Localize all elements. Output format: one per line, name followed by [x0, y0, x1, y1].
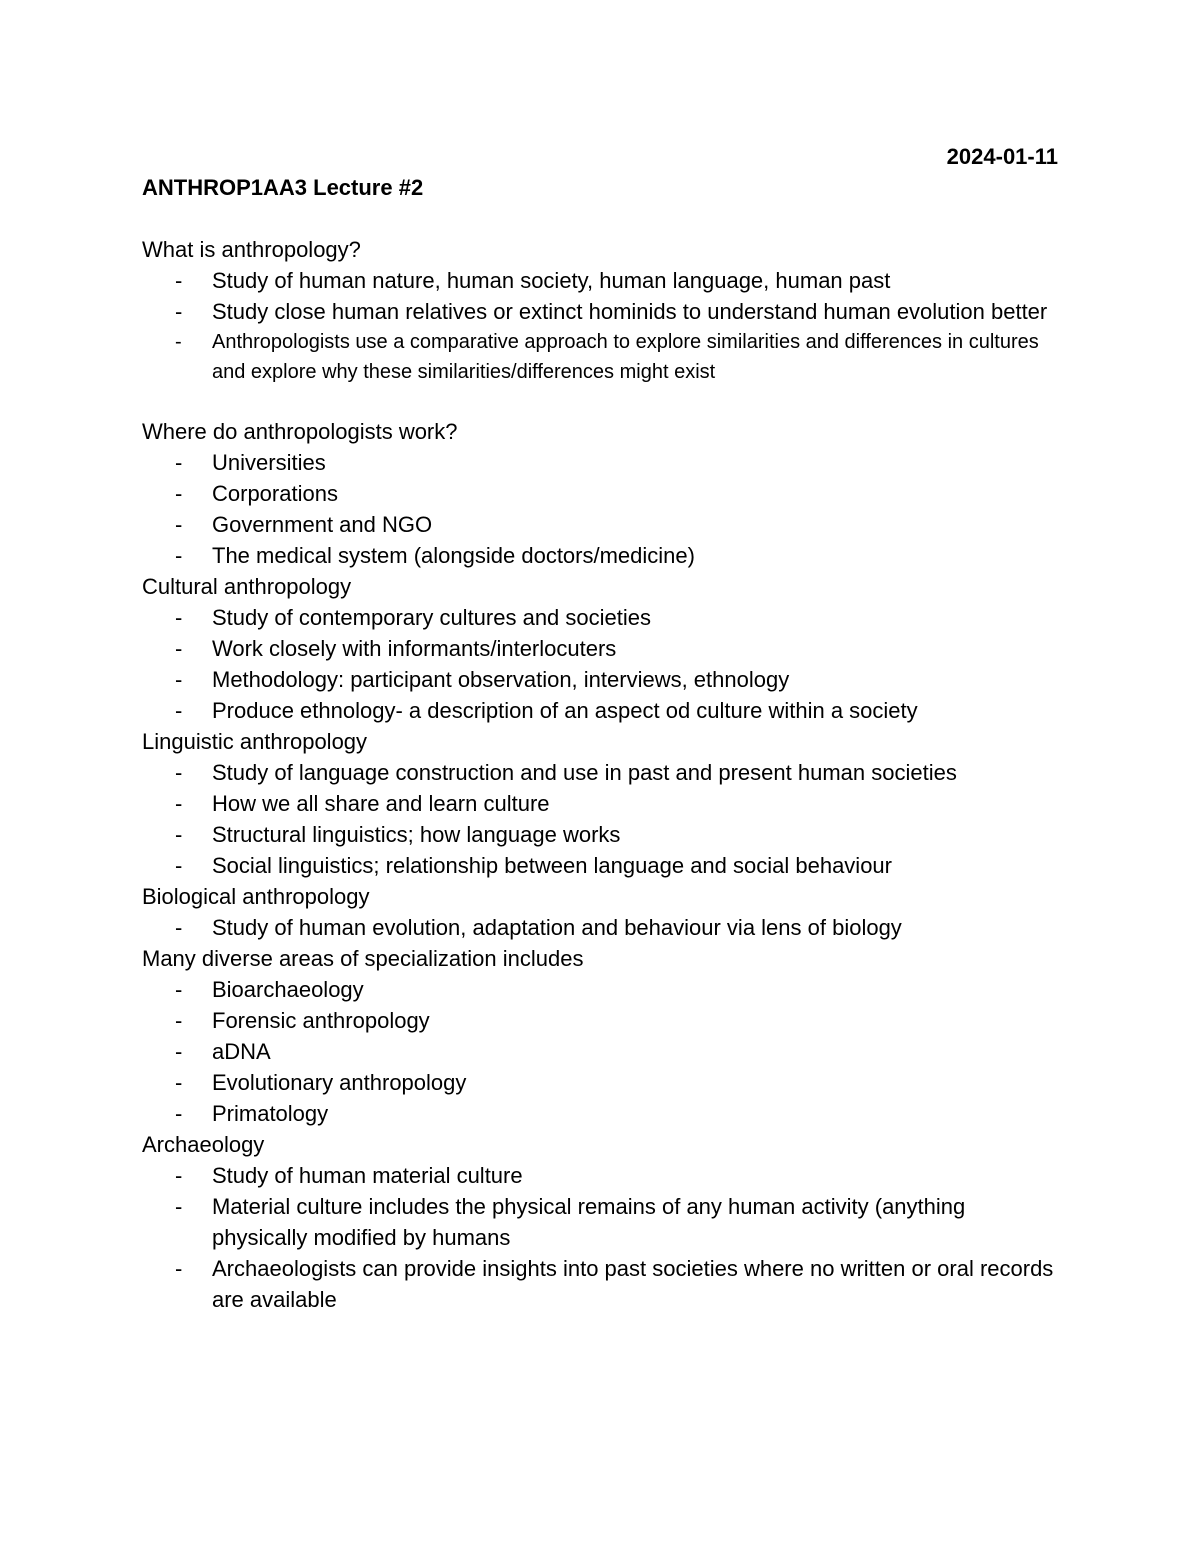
dash-bullet: - — [175, 915, 183, 940]
document-date: 2024-01-11 — [946, 144, 1058, 169]
section-heading: Archaeology — [142, 1132, 265, 1157]
list-item — [142, 1098, 1062, 1129]
dash-bullet: - — [175, 822, 183, 847]
list-item-text: Archaeologists can provide insights into past societies where no written or oral records are available — [212, 1256, 1054, 1312]
section-what-is-anthropology — [142, 234, 1062, 387]
list-item-text: Anthropologists use a comparative approach to explore similarities and differences in cultures and explore why these similarities/differences might exist — [212, 331, 1039, 383]
document-title: ANTHROP1AA3 Lecture #2 — [142, 175, 424, 200]
list-item — [142, 265, 1062, 296]
list-item-text: The medical system (alongside doctors/medicine) — [212, 543, 695, 568]
list-item — [142, 788, 1062, 819]
list-item — [142, 478, 1062, 509]
list-item — [142, 509, 1062, 540]
dash-bullet: - — [175, 1039, 183, 1064]
section-heading: Linguistic anthropology — [142, 729, 368, 754]
list-item — [142, 974, 1062, 1005]
list-item-text: Study close human relatives or extinct hominids to understand human evolution better — [212, 299, 1048, 324]
bullet-list — [142, 912, 1062, 943]
list-item-text: Methodology: participant observation, interviews, ethnology — [212, 667, 790, 692]
dash-bullet: - — [175, 760, 183, 785]
list-item-text: Corporations — [212, 481, 338, 506]
dash-bullet: - — [175, 1256, 183, 1281]
dash-bullet: - — [175, 1008, 183, 1033]
list-item-text: Government and NGO — [212, 512, 433, 537]
dash-bullet: - — [175, 268, 183, 293]
list-item — [142, 633, 1062, 664]
list-item-text: How we all share and learn culture — [212, 791, 550, 816]
dash-bullet: - — [175, 1070, 183, 1095]
dash-bullet: - — [175, 450, 183, 475]
list-item-text: aDNA — [212, 1039, 271, 1064]
list-item — [142, 1005, 1062, 1036]
list-item-text: Primatology — [212, 1101, 329, 1126]
list-item-text: Study of human material culture — [212, 1163, 523, 1188]
list-item — [142, 296, 1062, 327]
dash-bullet: - — [175, 299, 183, 324]
section-where-anthropologists-work — [142, 416, 1062, 571]
section-linguistic-anthropology — [142, 726, 1062, 881]
section-heading: What is anthropology? — [142, 237, 361, 262]
list-item — [142, 540, 1062, 571]
dash-bullet: - — [175, 481, 183, 506]
section-heading: Biological anthropology — [142, 884, 370, 909]
list-item-text: Universities — [212, 450, 326, 475]
section-biological-anthropology — [142, 881, 1062, 943]
list-item — [142, 327, 1062, 387]
section-heading: Cultural anthropology — [142, 574, 352, 599]
dash-bullet: - — [175, 636, 183, 661]
list-item-text: Material culture includes the physical remains of any human activity (anything physically modified by humans — [212, 1194, 966, 1250]
list-item-text: Produce ethnology- a description of an aspect od culture within a society — [212, 698, 918, 723]
list-item-text: Study of human evolution, adaptation and behaviour via lens of biology — [212, 915, 902, 940]
section-heading: Many diverse areas of specialization includes — [142, 946, 584, 971]
dash-bullet: - — [175, 1163, 183, 1188]
dash-bullet: - — [175, 791, 183, 816]
list-item-text: Social linguistics; relationship between language and social behaviour — [212, 853, 892, 878]
dash-bullet: - — [175, 667, 183, 692]
dash-bullet: - — [175, 543, 183, 568]
list-item-text: Structural linguistics; how language works — [212, 822, 621, 847]
list-item — [142, 1067, 1062, 1098]
list-item — [142, 447, 1062, 478]
bullet-list — [142, 602, 1062, 726]
dash-bullet: - — [175, 1101, 183, 1126]
dash-bullet: - — [175, 853, 183, 878]
list-item-text: Study of language construction and use in past and present human societies — [212, 760, 957, 785]
list-item-text: Forensic anthropology — [212, 1008, 430, 1033]
section-specialization-areas — [142, 943, 1062, 1129]
list-item-text: Evolutionary anthropology — [212, 1070, 467, 1095]
list-item — [142, 1160, 1062, 1191]
dash-bullet: - — [175, 331, 182, 353]
bullet-list — [142, 974, 1062, 1129]
dash-bullet: - — [175, 698, 183, 723]
bullet-list — [142, 265, 1062, 387]
list-item-text: Bioarchaeology — [212, 977, 364, 1002]
bullet-list — [142, 757, 1062, 881]
dash-bullet: - — [175, 512, 183, 537]
list-item — [142, 912, 1062, 943]
list-item — [142, 757, 1062, 788]
list-item-text: Study of human nature, human society, human language, human past — [212, 268, 891, 293]
list-item-text: Work closely with informants/interlocuters — [212, 636, 617, 661]
dash-bullet: - — [175, 1194, 183, 1219]
list-item-text: Study of contemporary cultures and societies — [212, 605, 652, 630]
section-heading: Where do anthropologists work? — [142, 419, 458, 444]
bullet-list — [142, 447, 1062, 571]
document-body — [142, 234, 1062, 1315]
list-item — [142, 1253, 1062, 1315]
list-item — [142, 1036, 1062, 1067]
section-archaeology — [142, 1129, 1062, 1315]
dash-bullet: - — [175, 977, 183, 1002]
list-item — [142, 664, 1062, 695]
list-item — [142, 819, 1062, 850]
list-item — [142, 695, 1062, 726]
section-cultural-anthropology — [142, 571, 1062, 726]
bullet-list — [142, 1160, 1062, 1315]
list-item — [142, 850, 1062, 881]
dash-bullet: - — [175, 605, 183, 630]
list-item — [142, 1191, 1062, 1253]
list-item — [142, 602, 1062, 633]
